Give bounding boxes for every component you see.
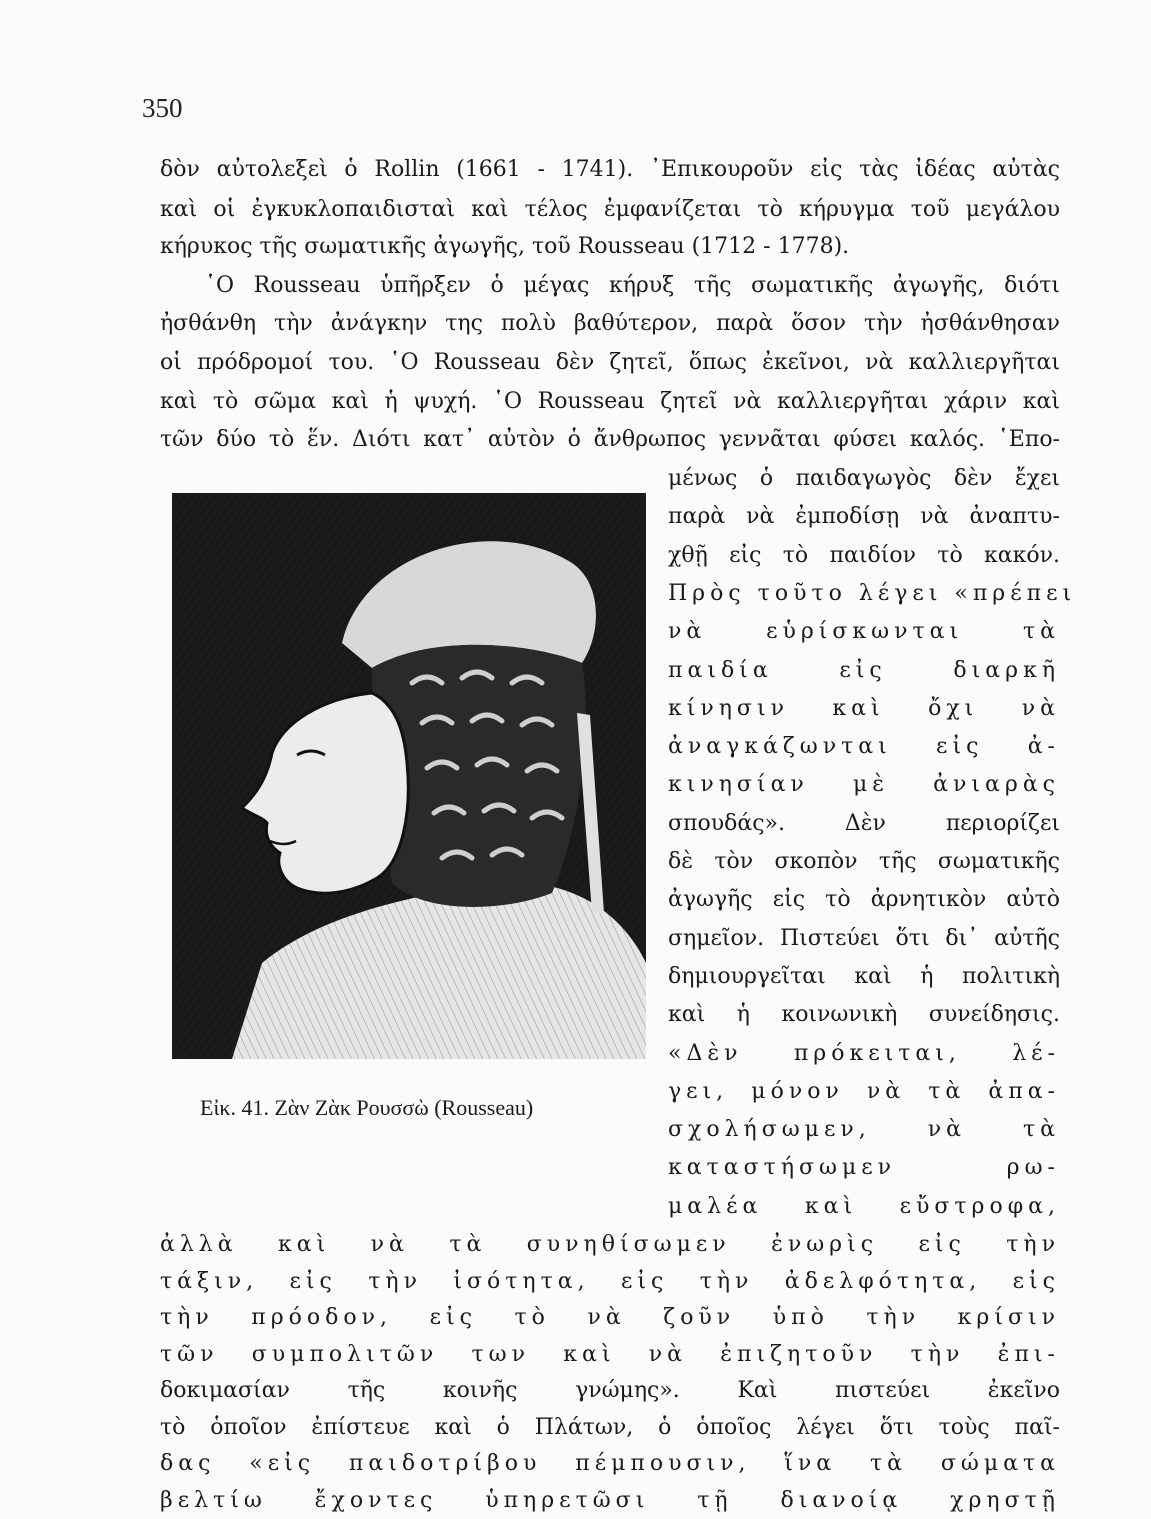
text-line: γει, μόνον νὰ τὰ ἀπα-: [668, 1079, 1060, 1104]
text-line: δοκιμασίαν τῆς κοινῆς γνώμης». Καὶ πιστεύει ἐκεῖνο: [160, 1378, 1060, 1403]
text-line: «Δὲν πρόκειται, λέ-: [668, 1041, 1060, 1066]
text-line: μένως ὁ παιδαγωγὸς δὲν ἔχει: [668, 466, 1060, 491]
text-line: σημεῖον. Πιστεύει ὅτι δι᾿ αὐτῆς: [668, 926, 1060, 951]
text-line: τῶν συμπολιτῶν των καὶ νὰ ἐπιζητοῦν τὴν ἐπι-: [160, 1341, 1060, 1367]
text-line: Πρὸς τοῦτο λέγει «πρέπει: [668, 581, 1077, 606]
text-line: δημιουργεῖται καὶ ἡ πολιτικὴ: [668, 964, 1060, 989]
text-line: ἀναγκάζωνται εἰς ἀ-: [668, 734, 1060, 759]
text-line: παρὰ νὰ ἐμποδίσῃ νὰ ἀναπτυ-: [668, 504, 1060, 529]
text-line: σπουδάς». Δὲν περιορίζει: [668, 811, 1060, 836]
figure-caption: Εἰκ. 41. Ζὰν Ζὰκ Ρουσσὼ (Rousseau): [200, 1095, 534, 1120]
text-line: κίνησιν καὶ ὄχι νὰ: [668, 696, 1060, 721]
text-line: σχολήσωμεν, νὰ τὰ: [668, 1117, 1060, 1142]
text-line: χθῇ εἰς τὸ παιδίον τὸ κακόν.: [668, 543, 1060, 568]
text-line: καταστήσωμεν ρω-: [668, 1155, 1060, 1180]
rousseau-portrait-image: [172, 493, 646, 1059]
text-line: βελτίω ἔχοντες ὑπηρετῶσι τῇ διανοίᾳ χρηστῇ: [160, 1487, 1060, 1513]
text-line: ἀλλὰ καὶ νὰ τὰ συνηθίσωμεν ἐνωρὶς εἰς τὴν: [160, 1232, 1060, 1257]
text-line: καὶ οἱ ἐγκυκλοπαιδισταὶ καὶ τέλος ἐμφανίζεται τὸ κήρυγμα τοῦ μεγάλου: [160, 197, 1060, 222]
text-line: δὸν αὐτολεξεὶ ὁ Rollin (1661 - 1741). ᾿Επικουροῦν εἰς τὰς ἰδέας αὐτὰς: [160, 157, 1060, 182]
text-line: νὰ εὑρίσκωνται τὰ: [668, 619, 1060, 644]
text-line: ἠσθάνθη τὴν ἀνάγκην της πολὺ βαθύτερον, παρὰ ὅσον τὴν ἠσθάνθησαν: [160, 311, 1060, 336]
text-line: οἱ πρόδρομοί του. ῾Ο Rousseau δὲν ζητεῖ, ὅπως ἐκεῖνοι, νὰ καλλιεργῆται: [160, 350, 1060, 375]
text-line: δας «εἰς παιδοτρίβου πέμπουσιν, ἵνα τὰ σώματα: [160, 1451, 1060, 1476]
text-line: τάξιν, εἰς τὴν ἰσότητα, εἰς τὴν ἀδελφότητα, εἰς: [160, 1268, 1060, 1294]
text-line: καὶ τὸ σῶμα καὶ ἡ ψυχή. ῾Ο Rousseau ζητεῖ νὰ καλλιεργῆται χάριν καὶ: [160, 389, 1060, 414]
text-line: μαλέα καὶ εὔστροφα,: [668, 1194, 1060, 1219]
text-line: τὸ ὁποῖον ἐπίστευε καὶ ὁ Πλάτων, ὁ ὁποῖος λέγει ὅτι τοὺς παῖ-: [160, 1414, 1060, 1440]
text-line: κινησίαν μὲ ἀνιαρὰς: [668, 772, 1060, 797]
text-line: δὲ τὸν σκοπὸν τῆς σωματικῆς: [668, 849, 1060, 874]
text-line: τῶν δύο τὸ ἕν. Διότι κατ᾿ αὐτὸν ὁ ἄνθρωπος γεννᾶται φύσει καλός. ῾Επο-: [160, 427, 1060, 452]
text-line: καὶ ἡ κοινωνικὴ συνείδησις.: [668, 1002, 1060, 1027]
text-line: κήρυκος τῆς σωματικῆς ἀγωγῆς, τοῦ Rousseau (1712 - 1778).: [160, 234, 850, 259]
text-line: παιδία εἰς διαρκῆ: [668, 658, 1060, 683]
text-line: τὴν πρόοδον, εἰς τὸ νὰ ζοῦν ὑπὸ τὴν κρίσιν: [160, 1305, 1060, 1330]
text-line: ῾Ο Rousseau ὑπῆρξεν ὁ μέγας κήρυξ τῆς σωματικῆς ἀγωγῆς, διότι: [205, 273, 1060, 298]
page-number: 350: [142, 93, 183, 123]
text-line: ἀγωγῆς εἰς τὸ ἀρνητικὸν αὐτὸ: [668, 887, 1060, 912]
